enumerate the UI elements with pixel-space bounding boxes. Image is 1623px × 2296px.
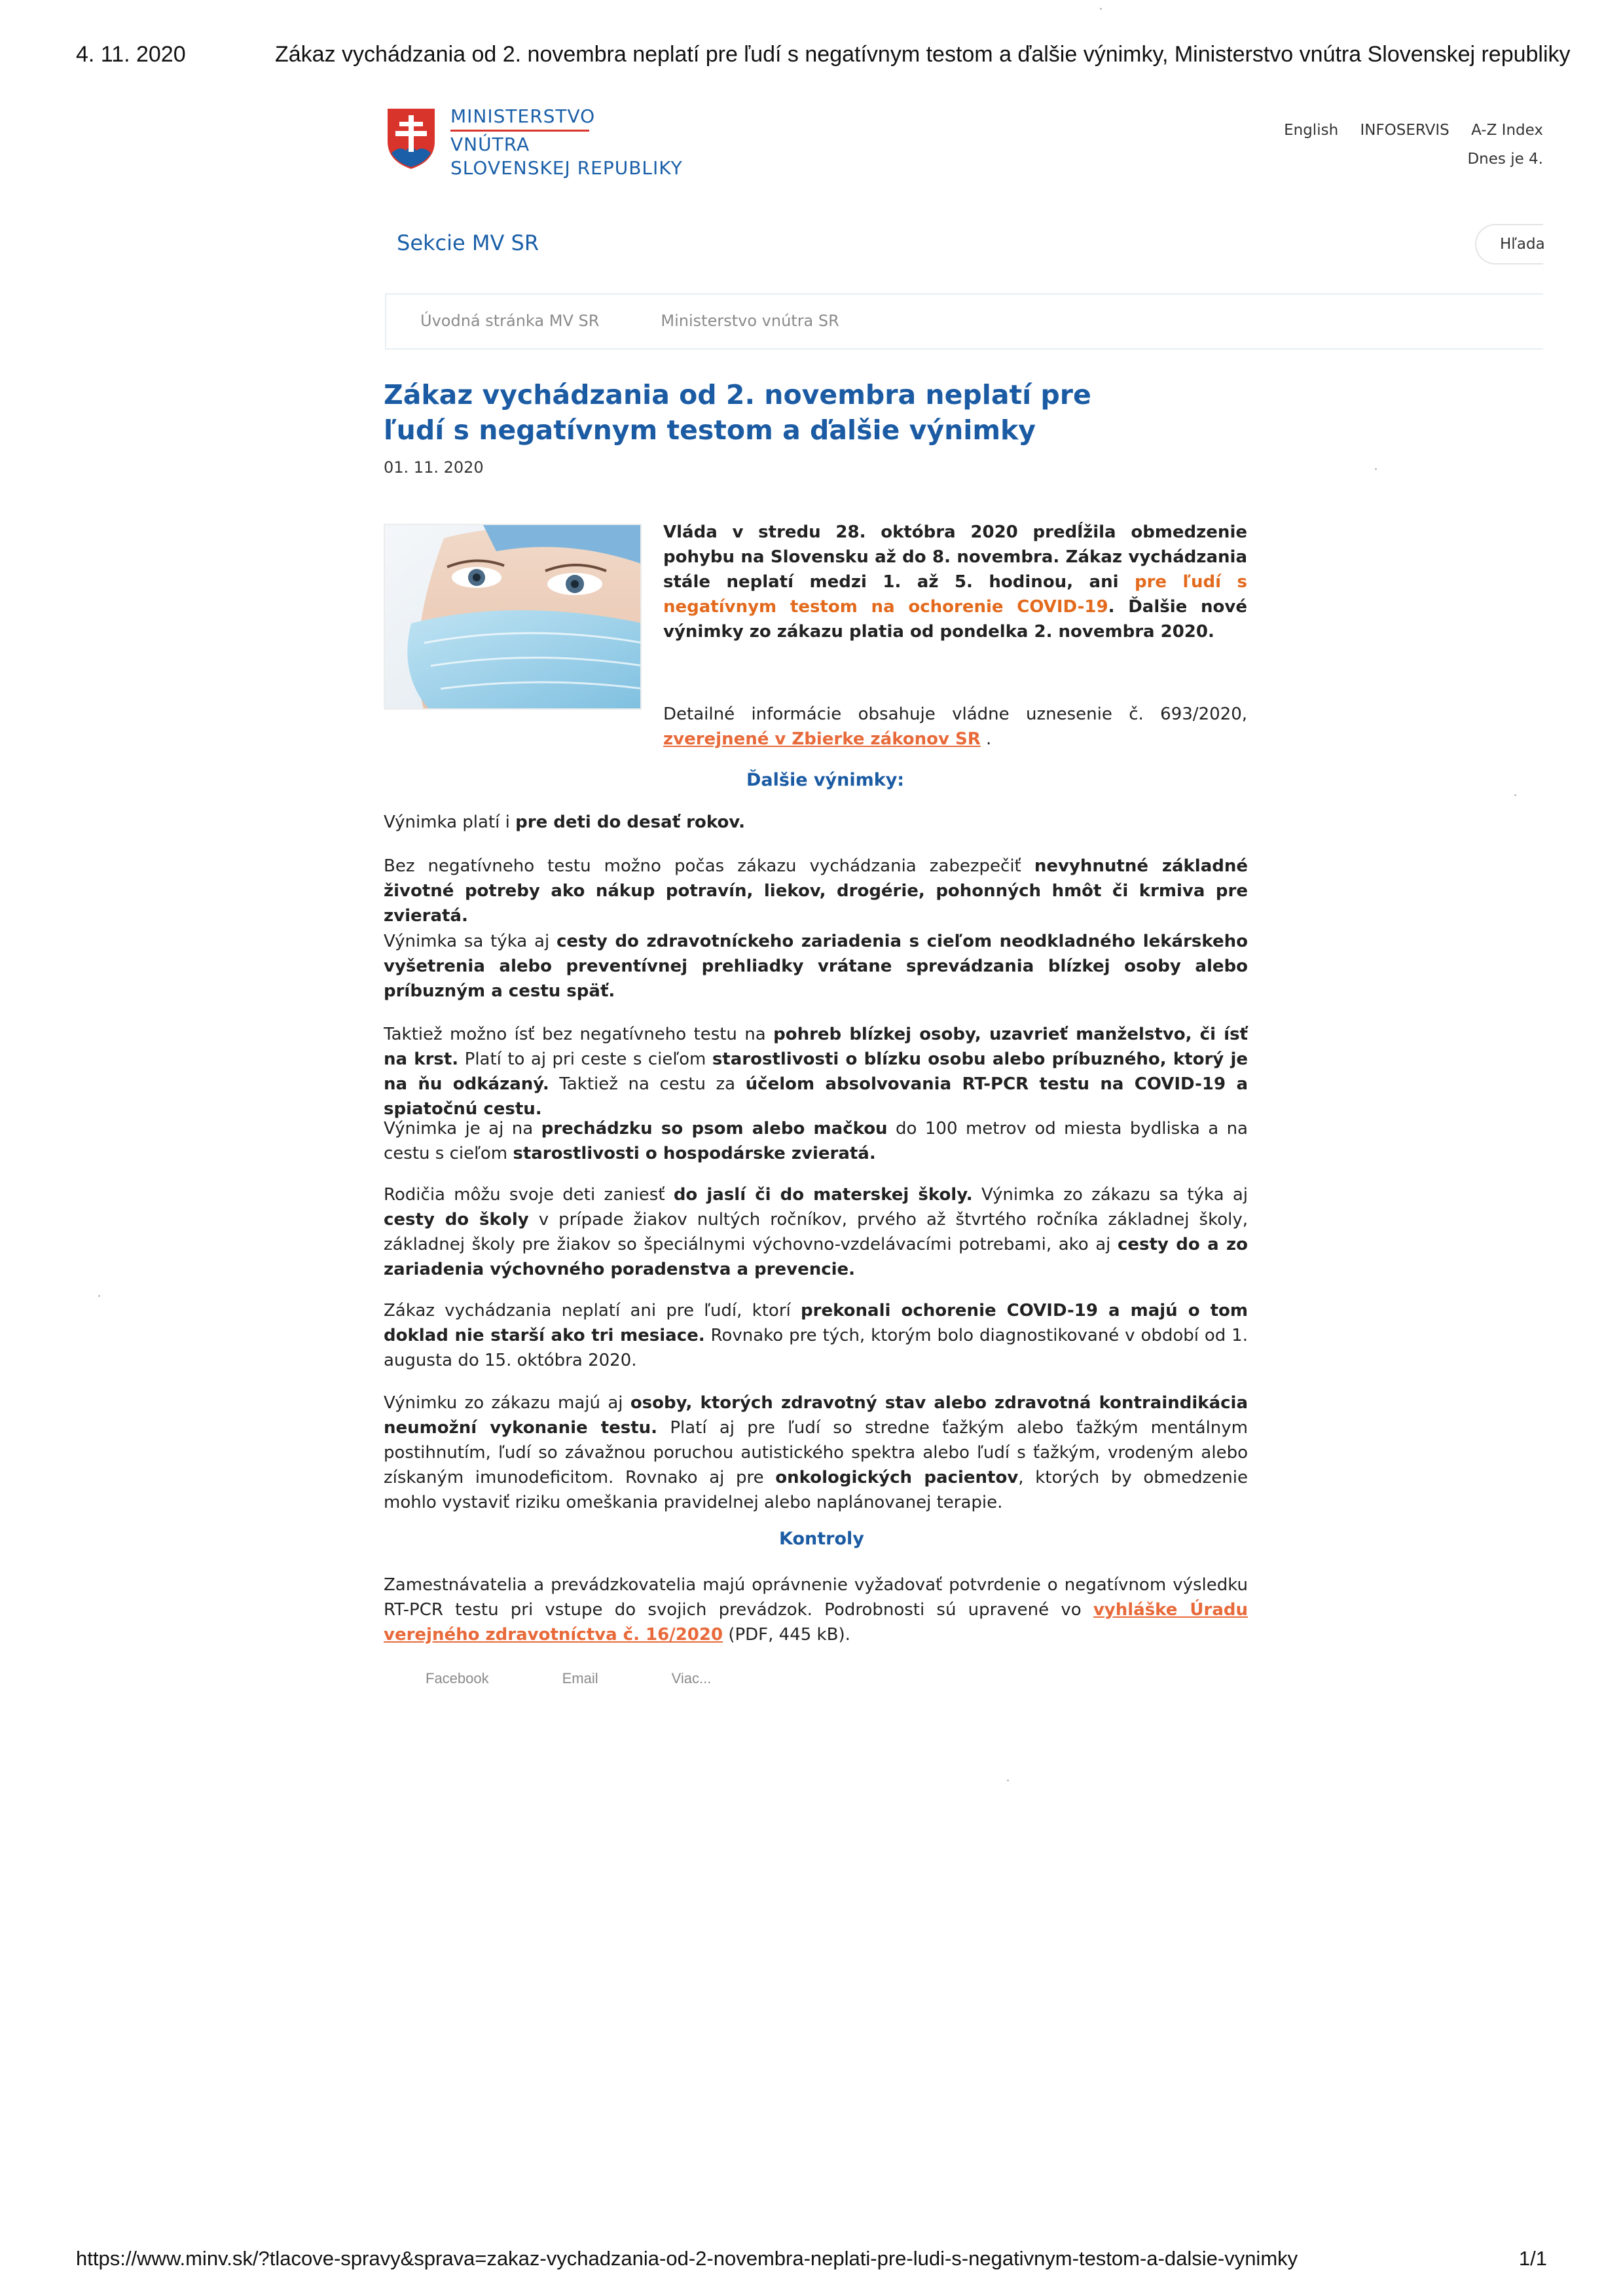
p6-bold-1: do jaslí či do materskej školy. (673, 1185, 973, 1205)
top-links (1267, 122, 1543, 139)
p6-bold-3: cesty do a zo zariadenia výchovného poradenstva a prevencie. (384, 1235, 1248, 1279)
p4-text-1: Taktiež možno ísť bez negatívneho testu na (384, 1025, 774, 1044)
p5-bold-1: prechádzku so psom alebo mačkou (541, 1119, 888, 1139)
p4-bold-1: pohreb blízkej osoby, uzavrieť manželstvo, či ísť na krst. (384, 1025, 1248, 1069)
paragraph-4 (384, 1022, 1248, 1121)
lead-link-negative-test[interactable]: pre ľudí s negatívnym testom na ochorenie COVID-19 (663, 572, 1247, 617)
p4-text-3: Taktiež na cestu za (549, 1074, 746, 1094)
p2-bold: nevyhnutné základné životné potreby ako nákup potravín, liekov, drogérie, pohonných hmôt či krmiva pre zvieratá. (384, 856, 1249, 926)
p7-bold-1: prekonali ochorenie COVID-19 a majú o tom doklad nie starší ako tri mesiace. (384, 1301, 1248, 1345)
scan-speck (1007, 1779, 1009, 1781)
p1-text: Výnimka platí i (384, 812, 516, 832)
share-links (426, 1670, 711, 1687)
print-date: 4. 11. 2020 (76, 42, 186, 67)
p8-text-3: , ktorých by obmedzenie mohlo vystaviť riziku omeškania pravidelnej alebo naplánovanej terapie. (384, 1468, 1248, 1512)
article-lead (663, 520, 1247, 644)
paragraph-5 (384, 1116, 1248, 1166)
detail-link-zbierka[interactable]: zverejnené v Zbierke zákonov SR (663, 729, 981, 749)
p8-bold-2: onkologických pacientov (775, 1468, 1019, 1487)
p7-text-2: Rovnako pre tých, ktorým bolo diagnostikované v období od 1. augusta do 15. októbra 2020. (384, 1326, 1248, 1370)
paragraph-6 (384, 1182, 1248, 1282)
paragraph-7 (384, 1298, 1248, 1373)
article-title: Zákaz vychádzania od 2. novembra neplatí pre ľudí s negatívnym testom a ďalšie výnimky (384, 379, 1091, 446)
p4-bold-3: účelom absolvovania RT-PCR testu na COVID-19 a spiatočnú cestu. (384, 1074, 1248, 1119)
paragraph-9 (384, 1573, 1248, 1647)
scan-speck (98, 1295, 100, 1297)
p4-text-2: Platí to aj pri ceste s cieľom (458, 1049, 712, 1069)
p1-bold: pre deti do desať rokov. (515, 812, 746, 832)
print-header (76, 42, 1571, 75)
woman-face-mask-image (385, 525, 642, 710)
logo-line-2: VNÚTRA (450, 134, 530, 155)
link-a-z-index[interactable]: A-Z Index (1471, 122, 1543, 139)
p6-bold-2: cesty do školy (384, 1210, 529, 1230)
sections-menu-link[interactable]: Sekcie MV SR (397, 230, 539, 255)
link-infoservis[interactable]: INFOSERVIS (1360, 122, 1450, 139)
p6-text-2: Výnimka zo zákazu sa týka aj (972, 1185, 1248, 1205)
paragraph-8 (384, 1391, 1248, 1515)
link-english[interactable]: English (1284, 122, 1339, 139)
scan-speck (1375, 468, 1377, 470)
article-date: 01. 11. 2020 (384, 458, 484, 477)
print-page-title: Zákaz vychádzania od 2. novembra neplatí pre ľudí s negatívnym testom a ďalšie výnimky, Ministerstvo vnútra Slovenskej republiky (275, 42, 1571, 67)
breadcrumb (385, 293, 1543, 350)
p5-bold-2: starostlivosti o hospodárske zvieratá. (513, 1144, 876, 1163)
slovak-coat-of-arms-icon (386, 107, 436, 170)
p5-text-2: do 100 metrov od miesta bydliska a na cestu s cieľom (384, 1119, 1248, 1163)
p8-text-1: Výnimku zo zákazu majú aj (384, 1393, 630, 1413)
share-more-link[interactable]: Viac... (671, 1670, 712, 1686)
scan-speck (1514, 794, 1516, 796)
logo-line-1: MINISTERSTVO (450, 105, 589, 132)
p8-text-2: Platí aj pre ľudí so stredne ťažkým alebo ťažkým mentálnym postihnutím, ľudí so závažnou poruchou autistického spektra alebo ľudí s ťažkým, vrodeným alebo získaným imunodeficitom. Rovnako aj pre (384, 1418, 1248, 1487)
share-email-link[interactable]: Email (562, 1670, 598, 1686)
subheading-controls: Kontroly (779, 1529, 864, 1549)
p9-text-1: Zamestnávatelia a prevádzkovatelia majú oprávnenie vyžadovať potvrdenie o negatívnom výsledku RT-PCR testu pri vstupe do svojich prevádzok. Podrobnosti sú upravené vo (384, 1575, 1248, 1620)
ministry-logo-text (450, 105, 683, 180)
p8-bold-1: osoby, ktorých zdravotný stav alebo zdravotná kontraindikácia neumožní vykonanie testu. (384, 1393, 1248, 1438)
search-input[interactable]: Hľada (1475, 224, 1543, 264)
today-date-label: Dnes je 4. (1467, 151, 1543, 168)
p6-text-1: Rodičia môžu svoje deti zaniesť (384, 1185, 674, 1205)
print-url: https://www.minv.sk/?tlacove-spravy&sprava=zakaz-vychadzania-od-2-novembra-neplati-pre-ludi-s-negativnym-testom-a-dalsie-vynimky (76, 2247, 1298, 2270)
paragraph-2 (384, 854, 1248, 928)
print-footer (76, 2247, 1547, 2280)
logo-line-3: SLOVENSKEJ REPUBLIKY (450, 157, 683, 179)
paragraph-1 (384, 810, 1248, 835)
lead-bold-2: . Ďalšie nové výnimky zo zákazu platia od pondelka 2. novembra 2020. (663, 597, 1247, 642)
p2-text: Bez negatívneho testu možno počas zákazu vychádzania zabezpečiť (384, 856, 1034, 876)
detail-text-2: . (980, 729, 992, 749)
article-detail (663, 702, 1247, 752)
breadcrumb-home[interactable]: Úvodná stránka MV SR (420, 312, 600, 330)
p3-bold: cesty do zdravotníckeho zariadenia s cieľom neodkladného lekárskeho vyšetrenia alebo preventívnej prehliadky vrátane sprevádzania blízkej osoby alebo príbuzným a cestu späť. (384, 932, 1248, 1001)
p3-text: Výnimka sa týka aj (384, 932, 556, 951)
p4-bold-2: starostlivosti o blízku osobu alebo príbuzného, ktorý je na ňu odkázaný. (384, 1049, 1248, 1094)
share-facebook-link[interactable]: Facebook (426, 1670, 489, 1686)
subheading-exceptions: Ďalšie výnimky: (746, 770, 905, 790)
article-photo-woman-with-mask (384, 524, 642, 710)
p7-text-1: Zákaz vychádzania neplatí ani pre ľudí, ktorí (384, 1301, 801, 1321)
paragraph-3 (384, 929, 1248, 1004)
p6-text-3: v prípade žiakov nultých ročníkov, prvého až štvrtého ročníka základnej školy, základnej školy pre žiakov so špeciálnymi výchovno-vzdelávacími potrebami, ako aj (384, 1210, 1248, 1254)
p9-link-vyhlaska[interactable]: vyhláške Úradu verejného zdravotníctva č. 16/2020 (384, 1600, 1249, 1645)
print-page-number: 1/1 (1518, 2247, 1547, 2270)
detail-text-1: Detailné informácie obsahuje vládne uznesenie č. 693/2020, (663, 704, 1247, 724)
p5-text-1: Výnimka je aj na (384, 1119, 541, 1139)
breadcrumb-ministry[interactable]: Ministerstvo vnútra SR (661, 312, 839, 330)
p9-text-2: (PDF, 445 kB). (723, 1625, 850, 1645)
scan-speck (1100, 8, 1102, 10)
lead-bold-1: Vláda v stredu 28. októbra 2020 predĺžila obmedzenie pohybu na Slovensku až do 8. novembra. Zákaz vychádzania stále neplatí medzi 1. až 5. hodinou, ani (663, 522, 1247, 592)
ministry-logo[interactable] (386, 105, 714, 183)
